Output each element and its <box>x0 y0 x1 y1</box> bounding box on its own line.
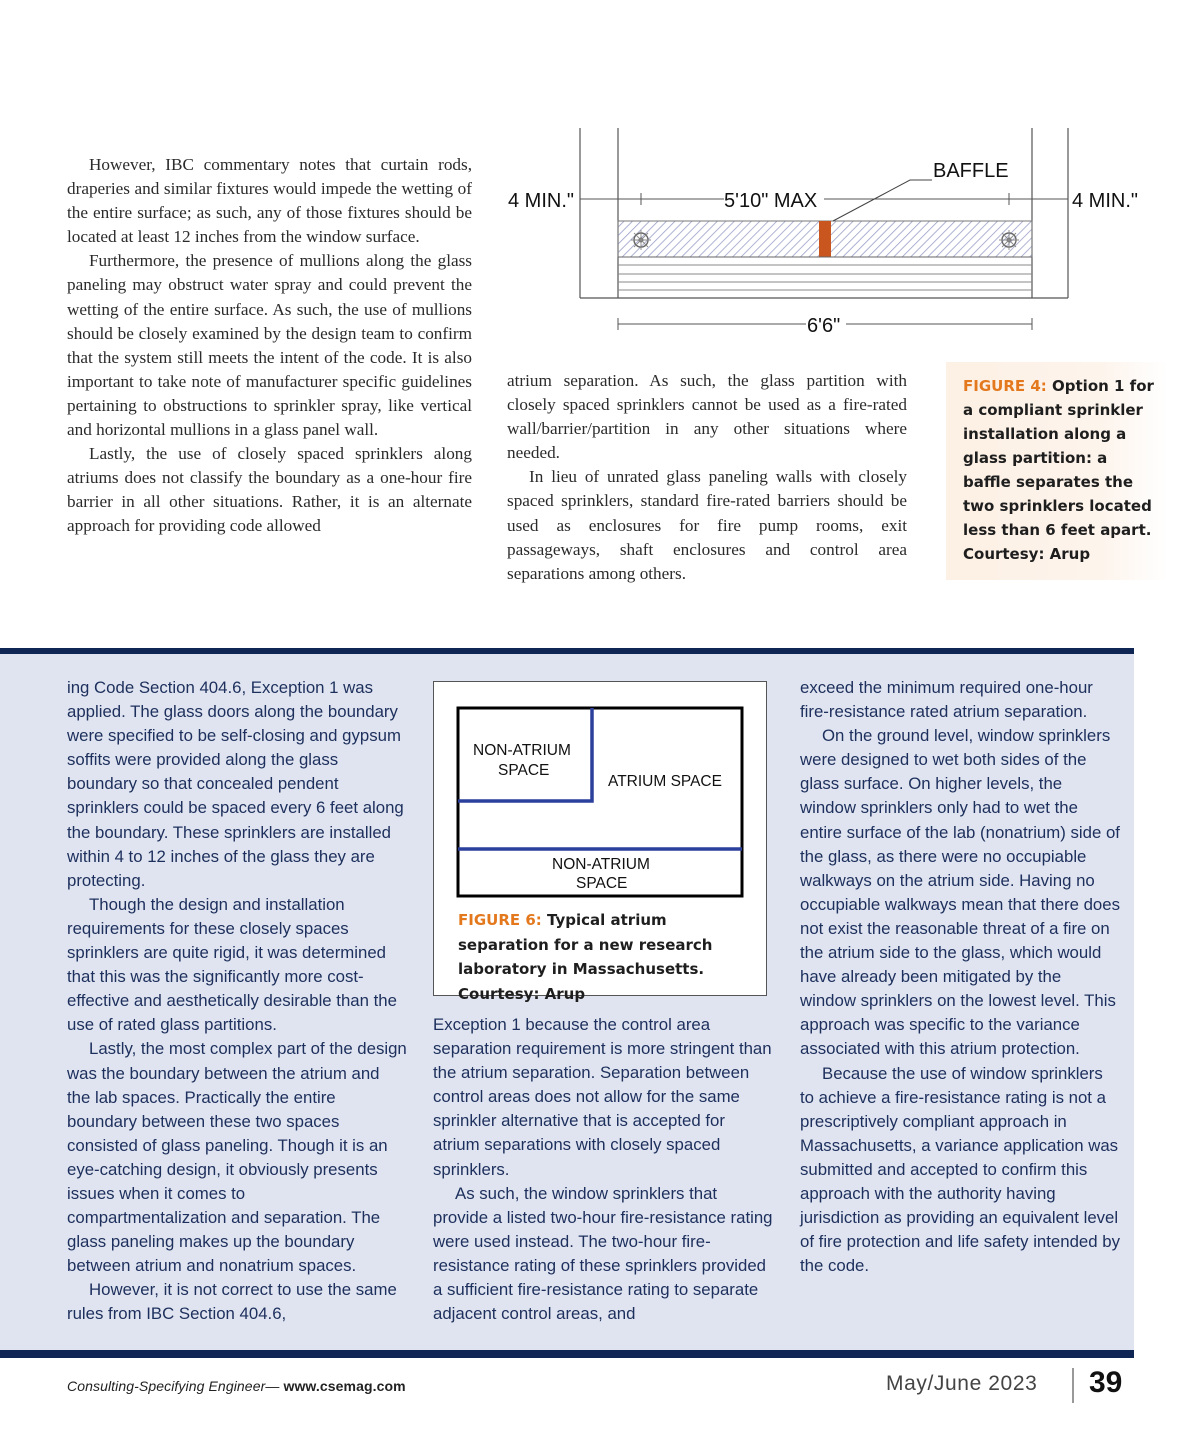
sprinkler-head-icon <box>999 230 1019 250</box>
label-baffle: BAFFLE <box>933 160 1009 182</box>
paragraph: As such, the window sprinklers that provide a listed two-hour fire-resistance rating were used instead. The two-hour fire-resistance rating of these sprinklers provided a sufficient fire-resistance rating to separate adjacent control areas, and <box>433 1183 773 1324</box>
sprinkler-head-icon <box>631 230 651 250</box>
page-number: 39 <box>1089 1366 1123 1399</box>
paragraph: Lastly, the use of closely spaced sprinklers along atriums does not classify the boundary as a one-hour fire barrier in all other situations. Rather, it is an alternate approach for providing code allowed <box>67 444 472 536</box>
paragraph: exceed the minimum required one-hour fire-resistance rated atrium separation. <box>800 678 1093 722</box>
caption-text: Typical atrium separation for a new research laboratory in Massachusetts. Courtesy: Arup <box>458 911 713 1003</box>
label-min-left: 4 MIN." <box>508 190 574 212</box>
footer-divider <box>1072 1368 1074 1403</box>
paragraph: However, IBC commentary notes that curtain rods, draperies and similar fixtures would impede the wetting of the entire surface; as such, any of those fixtures should be located at least 12 inches from the window surface. <box>67 155 472 247</box>
paragraph: On the ground level, window sprinklers were designed to wet both sides of the glass surface. On higher levels, the window sprinklers only had to wet the entire surface of the lab (nonatrium) side of the glass, as there were no occupiable walkways on the atrium side. Having no occupiable walkways mean that there does not exist the reasonable threat of a fire on the atrium side to the glass, which would have already been mitigated by the window sprinklers on the lowest level. This approach was specific to the variance associated with this atrium protection. <box>800 726 1120 1059</box>
caption-text: Option 1 for a compliant sprinkler installation along a glass partition: a baffle separates the two sprinklers located less than 6 feet apart. Courtesy: Arup <box>963 377 1154 563</box>
paragraph: Though the design and installation requirements for these closely spaces sprinklers are quite rigid, it was determined that this was the significantly more cost-effective and aesthetically desirable than the use of rated glass partitions. <box>67 894 397 1035</box>
figure6-box <box>433 681 767 1003</box>
paragraph: However, it is not correct to use the same rules from IBC Section 404.6, <box>67 1280 397 1324</box>
figure6-diagram <box>456 706 744 898</box>
sidebar-column-left <box>67 676 407 1327</box>
paragraph: Lastly, the most complex part of the design was the boundary between the atrium and the lab spaces. Practically the entire boundary between these two spaces consisted of glass paneling. Though it is an eye-catching design, it obviously presents issues when it comes to compartmentalization and separation. The glass paneling makes up the boundary between atrium and nonatrium spaces. <box>67 1039 407 1276</box>
paragraph: Because the use of window sprinklers to achieve a fire-resistance rating is not a prescriptively compliant approach in Massachusetts, a variance application was submitted and accepted to confirm this approach with the authority having jurisdiction as providing an equivalent level of fire protection and life safety intended by the code. <box>800 1063 1120 1276</box>
label-non-atrium-bottom: NON-ATRIUM <box>552 856 650 873</box>
figure6-caption <box>458 908 758 1006</box>
article-column-middle <box>507 369 907 586</box>
article-column-left <box>67 153 472 539</box>
caption-label: FIGURE 6: <box>458 911 542 929</box>
paragraph: ing Code Section 404.6, Exception 1 was applied. The glass doors along the boundary were specified to be self-closing and gypsum soffits were provided along the glass boundary so that concealed pendent sprinklers could be spaced every 6 feet along the boundary. These sprinklers are installed within 4 to 12 inches of the glass they are protecting. <box>67 678 404 890</box>
paragraph: In lieu of unrated glass paneling walls with closely spaced sprinklers, standard fire-rated barriers should be used as enclosures for fire pump rooms, exit passageways, shaft enclosures and control area separations among others. <box>507 467 907 583</box>
label-non-atrium-bottom-space: SPACE <box>576 875 628 892</box>
footer-publication <box>67 1378 406 1394</box>
label-total: 6'6" <box>807 315 841 337</box>
baffle-mark <box>819 221 831 257</box>
publication-url[interactable]: www.csemag.com <box>283 1378 406 1394</box>
paragraph: Furthermore, the presence of mullions along the glass paneling may obstruct water spray and could prevent the wetting of the entire surface. As such, the use of mullions should be closely examined by the design team to confirm that the system still meets the intent of the code. It is also important to take note of manufacturer specific guidelines pertaining to obstructions to sprinkler spray, like vertical and horizontal mullions in a glass panel wall. <box>67 251 472 440</box>
label-min-right: 4 MIN." <box>1072 190 1138 212</box>
figure4-caption <box>946 362 1168 580</box>
label-non-atrium-top-space: SPACE <box>498 762 550 779</box>
label-atrium: ATRIUM SPACE <box>608 773 722 790</box>
sidebar-column-right <box>800 676 1120 1278</box>
figure4-diagram <box>500 124 1160 344</box>
issue-date: May/June 2023 <box>886 1372 1038 1395</box>
paragraph: Exception 1 because the control area separation requirement is more stringent than the atrium separation. Separation between control areas does not allow for the same sprinkler alternative that is accepted for atrium separations with closely spaced sprinklers. <box>433 1015 772 1179</box>
label-non-atrium-top: NON-ATRIUM <box>473 742 571 759</box>
label-max-spacing: 5'10" MAX <box>724 190 818 212</box>
paragraph: atrium separation. As such, the glass partition with closely spaced sprinklers cannot be used as a fire-rated wall/barrier/partition in any other situations where needed. <box>507 371 907 463</box>
sidebar-column-middle <box>433 1013 773 1326</box>
publication-name: Consulting-Specifying Engineer <box>67 1378 266 1394</box>
footer-separator: — <box>265 1378 280 1394</box>
caption-label: FIGURE 4: <box>963 377 1047 395</box>
